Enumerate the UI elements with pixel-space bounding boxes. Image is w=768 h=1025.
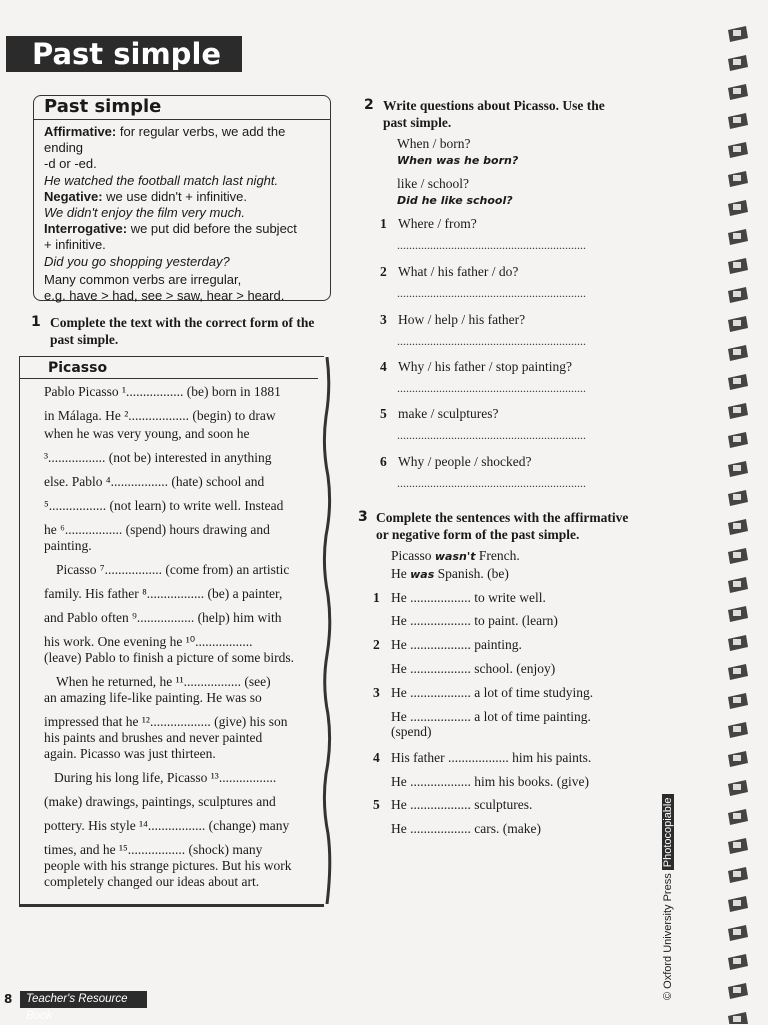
- spiral-binding: [718, 0, 768, 1024]
- picasso-text-line: an amazing life-like painting. He was so: [44, 690, 262, 705]
- exercise-3-instruction-line-1: Complete the sentences with the affirmative: [376, 510, 629, 525]
- spiral-hole: [733, 987, 741, 993]
- interrogative-example: Did you go shopping yesterday?: [44, 253, 230, 269]
- spiral-hole: [733, 349, 741, 355]
- exercise-3-sentence: 5 He .................. sculptures.: [373, 797, 533, 812]
- spiral-hole: [733, 726, 741, 732]
- picasso-box-title: Picasso: [20, 357, 318, 379]
- spiral-hole: [733, 320, 741, 326]
- book-title: Teacher's Resource Book: [20, 991, 147, 1008]
- spiral-hole: [733, 929, 741, 935]
- exercise-2-question: 4 Why / his father / stop painting?: [380, 359, 572, 374]
- exercise-3-sentence: He .................. cars. (make): [391, 821, 541, 836]
- exercise-2-instruction-line-2: past simple.: [383, 115, 452, 130]
- picasso-text-line: family. His father ⁸................. (be) a painter,: [44, 586, 283, 601]
- picasso-text-line: he ⁶................. (spend) hours drawing and: [44, 522, 270, 537]
- picasso-text-line: again. Picasso was just thirteen.: [44, 746, 216, 761]
- answer-line[interactable]: ...............................................................: [397, 381, 586, 395]
- picasso-text-line: and Pablo often ⁹................. (help) him with: [44, 610, 282, 625]
- answer-line[interactable]: ...............................................................: [397, 476, 586, 490]
- answer-line[interactable]: ...............................................................: [397, 334, 586, 348]
- interrogative-label: Interrogative:: [44, 221, 128, 237]
- example-prompt-2: like / school?: [397, 176, 469, 191]
- spiral-hole: [733, 1016, 741, 1022]
- picasso-text-line: completely changed our ideas about art.: [44, 874, 260, 889]
- picasso-text-line: his paints and brushes and never painted: [44, 730, 263, 745]
- picasso-text-line: when he was very young, and soon he: [44, 426, 250, 441]
- spiral-hole: [733, 378, 741, 384]
- spiral-hole: [733, 610, 741, 616]
- spiral-hole: [733, 117, 741, 123]
- exercise-2-question: 5 make / sculptures?: [380, 406, 499, 421]
- spiral-hole: [733, 146, 741, 152]
- example-answer-1: When was he born?: [397, 154, 519, 167]
- spiral-hole: [733, 900, 741, 906]
- exercise-3-example-1: Picasso wasn't French.: [391, 548, 520, 563]
- spiral-hole: [733, 30, 741, 36]
- spiral-hole: [733, 291, 741, 297]
- exercise-3-instruction: [358, 509, 629, 543]
- interrogative-text-2: + infinitive.: [44, 237, 106, 253]
- exercise-1-instruction-line-2: past simple.: [50, 332, 119, 347]
- spiral-hole: [733, 88, 741, 94]
- picasso-text-line: else. Pablo ⁴................. (hate) school and: [44, 474, 265, 489]
- example-answer-2: Did he like school?: [397, 194, 513, 207]
- exercise-3-sentence: (spend): [391, 724, 432, 739]
- exercise-3-sentence: 4 His father .................. him his paints.: [373, 750, 592, 765]
- exercise-1-number: 1: [31, 314, 41, 330]
- picasso-text-line: ⁵................. (not learn) to write well. Instead: [44, 498, 284, 513]
- exercise-3-example-2: He was Spanish. (be): [391, 566, 509, 581]
- exercise-2-instruction-line-1: Write questions about Picasso. Use the: [383, 98, 605, 113]
- spiral-hole: [733, 494, 741, 500]
- spiral-hole: [733, 465, 741, 471]
- picasso-text-line: times, and he ¹⁵................. (shock) many: [44, 842, 263, 857]
- exercise-3-sentence: 2 He .................. painting.: [373, 637, 522, 652]
- spiral-hole: [733, 668, 741, 674]
- exercise-3-sentence: He .................. him his books. (give): [391, 774, 589, 789]
- negative-example: We didn't enjoy the film very much.: [44, 205, 245, 221]
- affirmative-label: Affirmative:: [44, 124, 117, 139]
- grammar-box-title: Past simple: [34, 96, 330, 120]
- page-title: Past simple: [6, 36, 242, 72]
- spiral-hole: [733, 842, 741, 848]
- spiral-hole: [733, 552, 741, 558]
- exercise-3-sentence: He .................. school. (enjoy): [391, 661, 556, 676]
- exercise-1-instruction-line-1: Complete the text with the correct form of the: [50, 315, 315, 330]
- spiral-hole: [733, 755, 741, 761]
- spiral-hole: [733, 813, 741, 819]
- answer-line[interactable]: ...............................................................: [397, 428, 586, 442]
- picasso-text-line: painting.: [44, 538, 92, 553]
- picasso-text-line: When he returned, he ¹¹................. (see): [56, 674, 271, 689]
- affirmative-text: for regular verbs, we add the ending: [44, 124, 286, 156]
- spiral-hole: [733, 233, 741, 239]
- affirmative-example: He watched the football match last night.: [44, 172, 279, 188]
- copyright-credit: [658, 797, 678, 1000]
- picasso-text-line: ³................. (not be) interested in anything: [44, 450, 272, 465]
- exercise-1-instruction: [31, 314, 315, 348]
- picasso-text-line: his work. One evening he ¹⁰.................: [44, 634, 253, 649]
- picasso-text-line: people with his strange pictures. But his work: [44, 858, 292, 873]
- exercise-2-number: 2: [364, 97, 374, 113]
- exercise-3-sentence: 3 He .................. a lot of time studying.: [373, 685, 594, 700]
- spiral-hole: [733, 639, 741, 645]
- picasso-text-line: in Málaga. He ².................. (begin) to draw: [44, 408, 276, 423]
- picasso-text-line: During his long life, Picasso ¹³.................: [54, 770, 277, 785]
- exercise-2-question: 1 Where / from?: [380, 216, 477, 231]
- spiral-hole: [733, 407, 741, 413]
- photocopiable-label: Photocopiable: [662, 795, 674, 871]
- exercise-2-question: 6 Why / people / shocked?: [380, 454, 532, 469]
- exercise-3-sentence: 1 He .................. to write well.: [373, 590, 546, 605]
- exercise-3-instruction-line-2: or negative form of the past simple.: [376, 527, 580, 542]
- spiral-hole: [733, 262, 741, 268]
- irregular-note: Many common verbs are irregular,: [44, 271, 242, 287]
- interrogative-text: we put did before the subject: [127, 221, 297, 237]
- negative-text: we use didn't + infinitive.: [102, 188, 248, 204]
- spiral-hole: [733, 204, 741, 210]
- negative-label: Negative:: [44, 188, 103, 204]
- picasso-text-line: (make) drawings, paintings, sculptures and: [44, 794, 276, 809]
- exercise-2-instruction: [364, 97, 605, 131]
- torn-edge: [322, 357, 332, 904]
- picasso-text-line: Picasso ⁷................. (come from) an artistic: [56, 562, 290, 577]
- page-number: 8: [4, 992, 13, 1006]
- spiral-hole: [733, 697, 741, 703]
- picasso-text-line: impressed that he ¹².................. (give) his son: [44, 714, 288, 729]
- spiral-hole: [733, 784, 741, 790]
- picasso-text-line: Pablo Picasso ¹................. (be) born in 1881: [44, 384, 281, 399]
- exercise-3-sentence: He .................. to paint. (learn): [391, 613, 558, 628]
- answer-line[interactable]: ...............................................................: [397, 286, 586, 300]
- spiral-hole: [733, 59, 741, 65]
- irregular-examples: e.g. have > had, see > saw, hear > heard.: [44, 288, 285, 304]
- exercise-2-question: 3 How / help / his father?: [380, 312, 526, 327]
- spiral-hole: [733, 958, 741, 964]
- exercise-3-number: 3: [358, 509, 368, 525]
- copyright-text: © Oxford University Press: [662, 873, 674, 1000]
- picasso-text-line: pottery. His style ¹⁴................. (change) many: [44, 818, 290, 833]
- spiral-hole: [733, 436, 741, 442]
- spiral-hole: [733, 581, 741, 587]
- example-prompt-1: When / born?: [397, 136, 471, 151]
- grammar-box: [33, 95, 331, 304]
- spiral-hole: [733, 871, 741, 877]
- picasso-text-line: (leave) Pablo to finish a picture of some birds.: [44, 650, 295, 665]
- spiral-hole: [733, 523, 741, 529]
- exercise-2-question: 2 What / his father / do?: [380, 264, 519, 279]
- answer-line[interactable]: ...............................................................: [397, 238, 586, 252]
- exercise-3-sentence: He .................. a lot of time painting.: [391, 709, 591, 724]
- affirmative-text-2: -d or -ed.: [44, 156, 97, 172]
- spiral-hole: [733, 175, 741, 181]
